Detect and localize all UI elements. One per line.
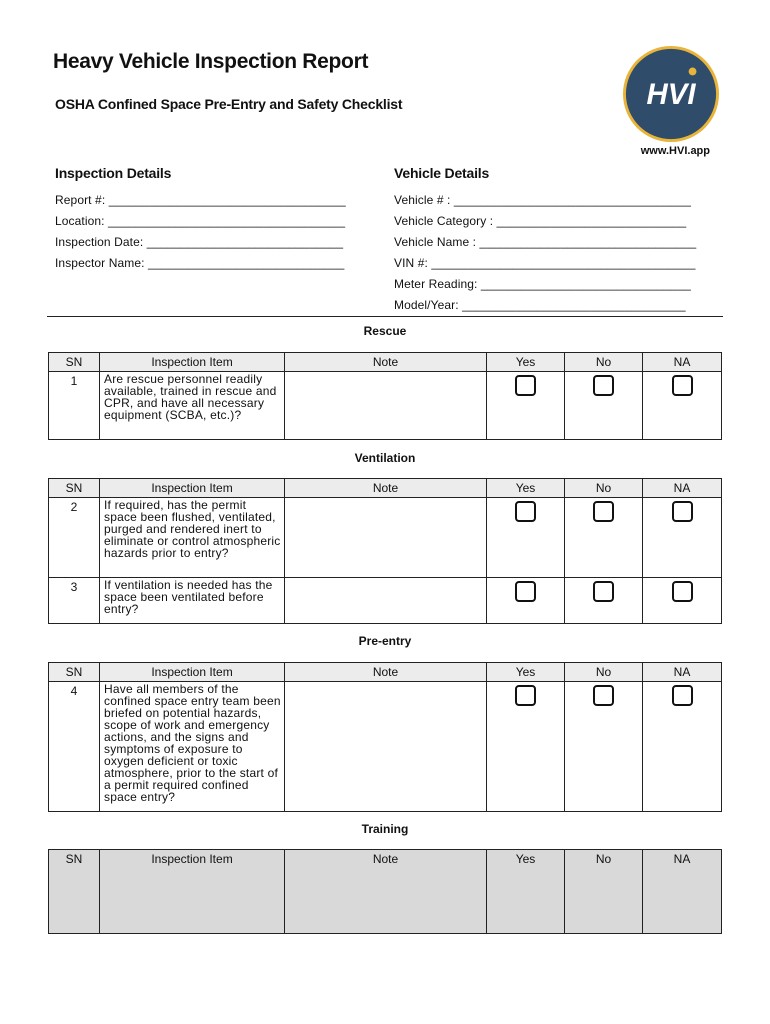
col-na: NA — [643, 663, 722, 682]
table-header-row — [49, 479, 722, 498]
report-subtitle: OSHA Confined Space Pre-Entry and Safety Checklist — [55, 96, 403, 112]
col-sn: SN — [49, 479, 100, 498]
section-title-pre-entry: Pre-entry — [358, 634, 412, 648]
col-yes: Yes — [487, 479, 565, 498]
table-row — [49, 372, 722, 440]
section-title-rescue: Rescue — [363, 324, 407, 338]
logo-text: HVI — [646, 77, 696, 111]
col-no: No — [565, 850, 643, 934]
note-cell[interactable] — [285, 372, 487, 440]
table-row — [49, 682, 722, 812]
inspection-date-field[interactable]: Inspection Date: _____________________________ — [55, 235, 344, 249]
item-text: Have all members of the confined space entry team been briefed on potential hazards, scope of work and emergency actions, and the signs and symptoms of exposure to oxygen deficient or toxic atmosphere, prior to the start of a permit required confined space entry? — [100, 682, 285, 812]
col-na: NA — [643, 850, 722, 934]
vehicle-details-heading: Vehicle Details — [394, 165, 490, 181]
section-title-ventilation: Ventilation — [354, 451, 416, 465]
table-header-row — [49, 850, 722, 934]
yes-checkbox[interactable] — [515, 685, 536, 706]
col-item: Inspection Item — [100, 850, 285, 934]
training-table — [48, 849, 722, 934]
report-title: Heavy Vehicle Inspection Report — [53, 50, 369, 73]
col-item: Inspection Item — [100, 353, 285, 372]
col-yes: Yes — [487, 850, 565, 934]
item-sn: 1 — [49, 372, 100, 440]
vehicle-name-field[interactable]: Vehicle Name : ________________________________ — [394, 235, 697, 249]
pre-entry-table — [48, 662, 722, 812]
model-year-field[interactable]: Model/Year: _________________________________ — [394, 298, 686, 312]
rescue-table — [48, 352, 722, 440]
col-sn: SN — [49, 353, 100, 372]
no-checkbox[interactable] — [593, 685, 614, 706]
website-link[interactable]: www.HVI.app — [640, 145, 710, 157]
table-header-row — [49, 353, 722, 372]
na-checkbox[interactable] — [672, 581, 693, 602]
item-text: If ventilation is needed has the space been ventilated before entry? — [100, 578, 285, 624]
col-note: Note — [285, 663, 487, 682]
col-na: NA — [643, 479, 722, 498]
vehicle-number-field[interactable]: Vehicle # : ___________________________________ — [394, 193, 691, 207]
na-checkbox[interactable] — [672, 685, 693, 706]
col-no: No — [565, 353, 643, 372]
table-row — [49, 578, 722, 624]
na-checkbox[interactable] — [672, 375, 693, 396]
divider — [47, 316, 723, 317]
item-text: Are rescue personnel readily available, trained in rescue and CPR, and have all necessary equipment (SCBA, etc.)? — [100, 372, 285, 440]
report-number-field[interactable]: Report #: ___________________________________ — [55, 193, 346, 207]
yes-checkbox[interactable] — [515, 501, 536, 522]
col-item: Inspection Item — [100, 479, 285, 498]
item-sn: 4 — [49, 682, 100, 812]
col-note: Note — [285, 850, 487, 934]
item-sn: 2 — [49, 498, 100, 578]
col-item: Inspection Item — [100, 663, 285, 682]
na-checkbox[interactable] — [672, 501, 693, 522]
col-note: Note — [285, 479, 487, 498]
section-title-training: Training — [361, 822, 409, 836]
col-na: NA — [643, 353, 722, 372]
table-header-row — [49, 663, 722, 682]
note-cell[interactable] — [285, 682, 487, 812]
no-checkbox[interactable] — [593, 581, 614, 602]
yes-checkbox[interactable] — [515, 375, 536, 396]
inspection-details-heading: Inspection Details — [55, 165, 172, 181]
col-yes: Yes — [487, 663, 565, 682]
hvi-logo — [622, 45, 720, 143]
ventilation-table — [48, 478, 722, 624]
col-yes: Yes — [487, 353, 565, 372]
note-cell[interactable] — [285, 578, 487, 624]
col-no: No — [565, 479, 643, 498]
col-sn: SN — [49, 850, 100, 934]
yes-checkbox[interactable] — [515, 581, 536, 602]
meter-reading-field[interactable]: Meter Reading: _______________________________ — [394, 277, 691, 291]
item-text: If required, has the permit space been flushed, ventilated, purged and rendered inert to eliminate or control atmospheric hazards prior to entry? — [100, 498, 285, 578]
vehicle-category-field[interactable]: Vehicle Category : ____________________________ — [394, 214, 687, 228]
location-field[interactable]: Location: ___________________________________ — [55, 214, 346, 228]
note-cell[interactable] — [285, 498, 487, 578]
table-row — [49, 498, 722, 578]
vin-field[interactable]: VIN #: _______________________________________ — [394, 256, 696, 270]
col-note: Note — [285, 353, 487, 372]
col-no: No — [565, 663, 643, 682]
col-sn: SN — [49, 663, 100, 682]
no-checkbox[interactable] — [593, 375, 614, 396]
inspector-name-field[interactable]: Inspector Name: _____________________________ — [55, 256, 345, 270]
no-checkbox[interactable] — [593, 501, 614, 522]
item-sn: 3 — [49, 578, 100, 624]
